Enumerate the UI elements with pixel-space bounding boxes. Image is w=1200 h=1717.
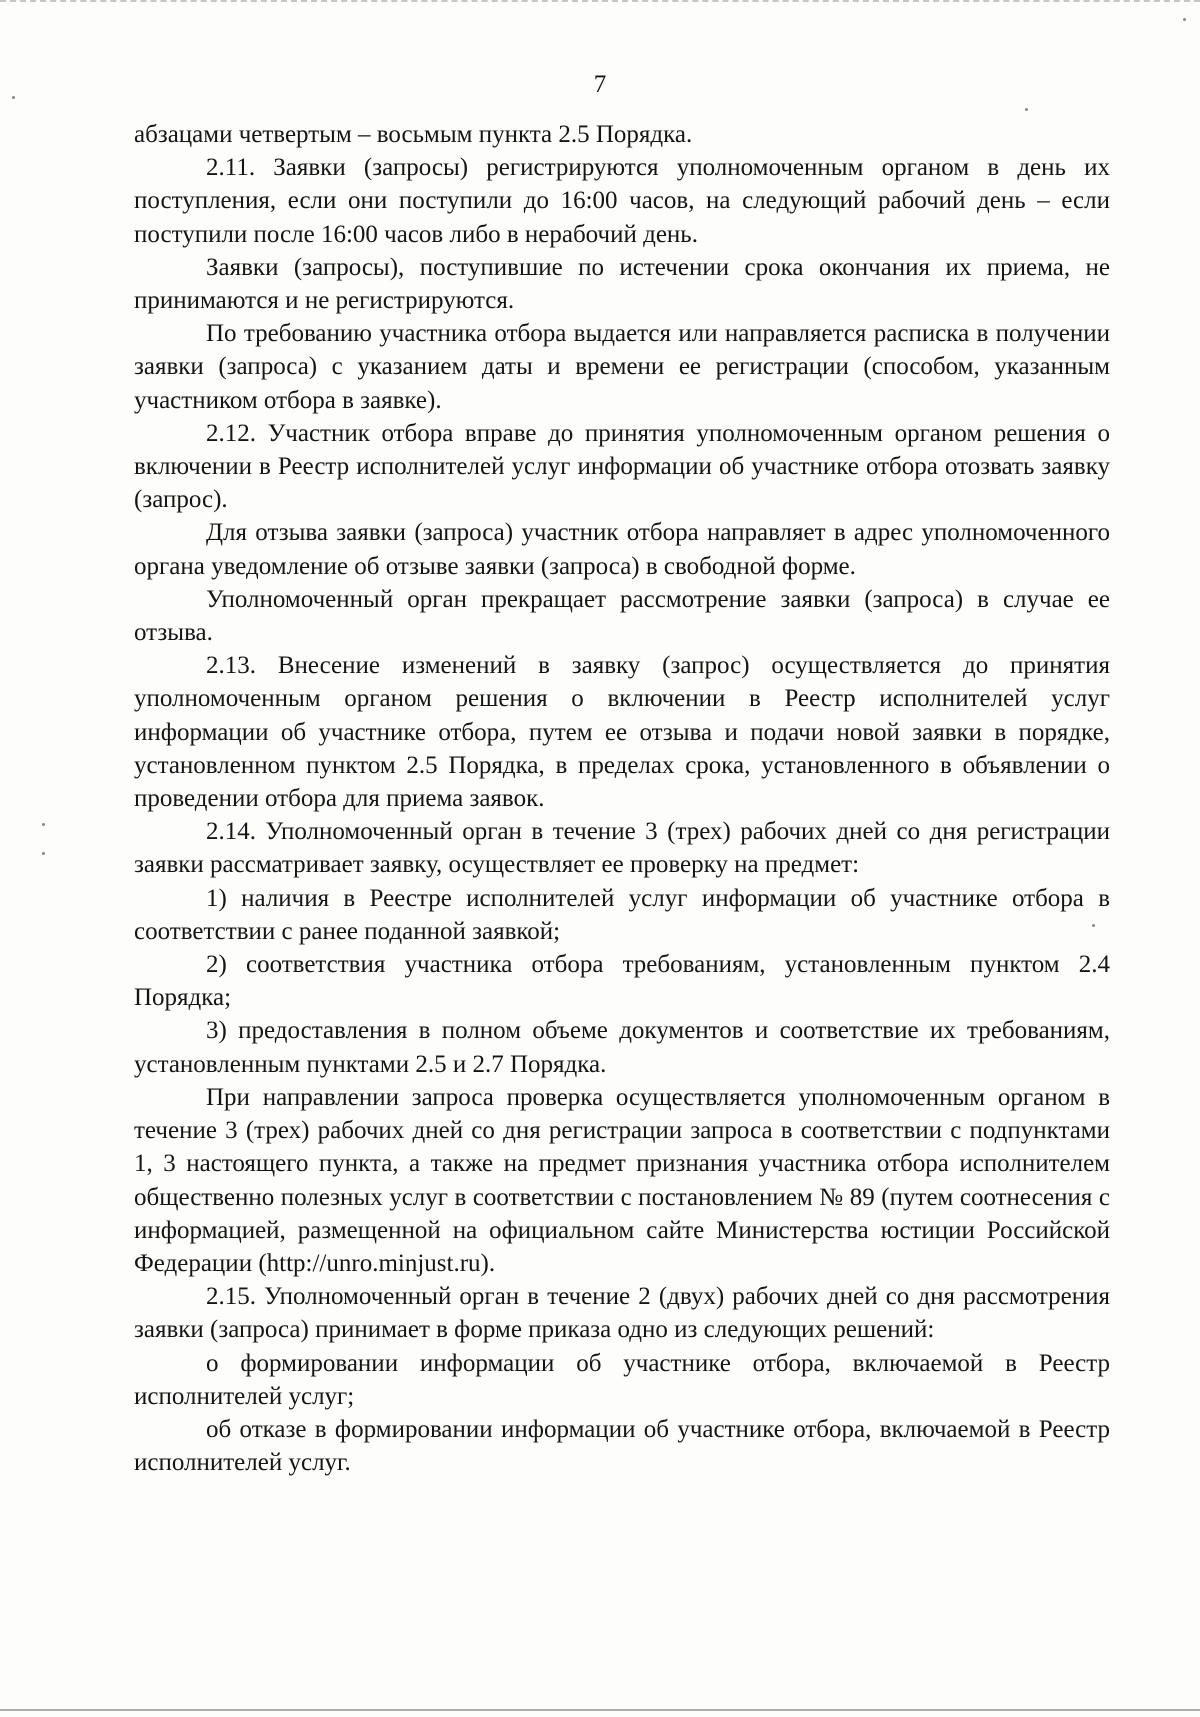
paragraph: Для отзыва заявки (запроса) участник отбора направляет в адрес уполномоченного органа уведомление об отзыве заявки (запроса) в свободной форме. — [134, 519, 1110, 580]
scan-speck — [42, 823, 45, 826]
list-item-2: 2) соответствия участника отбора требованиям, установленным пунктом 2.4 Порядка; — [134, 951, 1110, 1012]
list-item-3: 3) предоставления в полном объеме документов и соответствие их требованиям, установленным пунктами 2.5 и 2.7 Порядка. — [134, 1017, 1110, 1078]
scan-speck — [1183, 18, 1186, 21]
paragraph-continuation: абзацами четвертым – восьмым пункта 2.5 Порядка. — [134, 121, 693, 148]
list-item-1: 1) наличия в Реестре исполнителей услуг информации об участнике отбора в соответствии с ранее поданной заявкой; — [134, 884, 1110, 945]
paragraph-2-15: 2.15. Уполномоченный орган в течение 2 (двух) рабочих дней со дня рассмотрения заявки (запроса) принимает в форме приказа одно из следующих решений: — [134, 1283, 1110, 1344]
scan-speck — [1092, 924, 1095, 927]
paragraph-2-13: 2.13. Внесение изменений в заявку (запрос) осуществляется до принятия уполномоченным органом решения о включении в Реестр исполнителей услуг информации об участнике отбора, путем ее отзыва и подачи новой заявки в порядке, установленном пунктом 2.5 Порядка, в пределах срока, установленного в объявлении о проведении отбора для приема заявок. — [134, 652, 1110, 813]
scan-speck — [1025, 108, 1028, 111]
scan-speck — [12, 96, 15, 99]
decision-option-refuse: об отказе в формировании информации об участнике отбора, включаемой в Реестр исполнителей услуг. — [134, 1415, 1110, 1477]
paragraph-2-14: 2.14. Уполномоченный орган в течение 3 (трех) рабочих дней со дня регистрации заявки рассматривает заявку, осуществляет ее проверку на предмет: — [134, 818, 1110, 879]
paragraph-2-11: 2.11. Заявки (запросы) регистрируются уполномоченным органом в день их поступления, если они поступили до 16:00 часов, на следующий рабочий день – если поступили после 16:00 часов либо в нерабочий день. — [134, 154, 1110, 248]
paragraph: Заявки (запросы), поступившие по истечении срока окончания их приема, не принимаются и не регистрируются. — [134, 253, 1110, 315]
decision-option-include: о формировании информации об участнике отбора, включаемой в Реестр исполнителей услуг; — [134, 1349, 1110, 1410]
scan-speck — [42, 852, 45, 855]
page-number: 7 — [593, 71, 607, 98]
paragraph: При направлении запроса проверка осуществляется уполномоченным органом в течение 3 (трех) рабочих дней со дня регистрации запроса в соответствии с подпунктами 1, 3 настоящего пункта, а также на предмет признания участника отбора исполнителем общественно полезных услуг в соответствии с постановлением № 89 (путем соотнесения с информацией, размещенной на официальном сайте Министерства юстиции Российской Федерации (http://unro.minjust.ru). — [134, 1083, 1110, 1277]
paragraph: По требованию участника отбора выдается или направляется расписка в получении заявки (запроса) с указанием даты и времени ее регистрации (способом, указанным участником отбора в заявке). — [134, 320, 1110, 414]
scan-top-edge — [0, 0, 1200, 2]
paragraph: Уполномоченный орган прекращает рассмотрение заявки (запроса) в случае ее отзыва. — [134, 585, 1110, 647]
scan-bottom-edge — [0, 1709, 1200, 1711]
document-body — [134, 118, 1110, 1479]
paragraph-2-12: 2.12. Участник отбора вправе до принятия уполномоченным органом решения о включении в Реестр исполнителей услуг информации об участнике отбора отозвать заявку (запрос). — [134, 419, 1110, 514]
